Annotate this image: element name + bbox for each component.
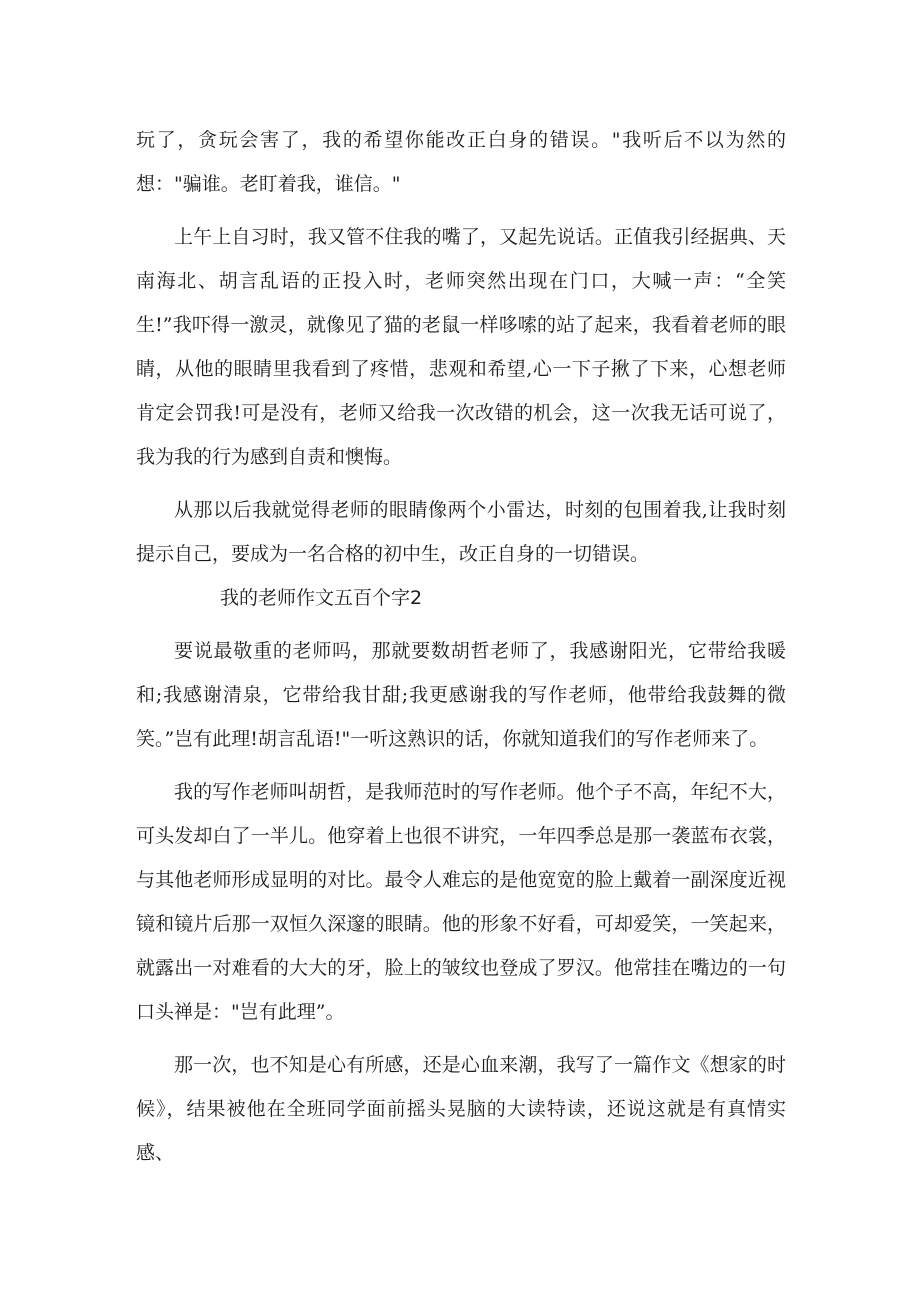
paragraph-continuation: 玩了，贪玩会害了，我的希望你能改正白身的错误。"我听后不以为然的想："骗谁。老盯着我，谁信。"	[136, 129, 786, 195]
paragraph-self-study: 上午上自习时，我又管不住我的嘴了，又起先说话。正值我引经据典、天南海北、胡言乱语的正投入时，老师突然出现在门口，大喊一声：“全笑生!”我吓得一激灵，就像见了猫的老鼠一样哆嗦的站了起来，我看着老师的眼睛，从他的眼睛里我看到了疼惜，悲观和希望,心一下子揪了下来，心想老师肯定会罚我!可是没有，老师又给我一次改错的机会，这一次我无话可说了，我为我的行为感到自责和懊悔。	[136, 226, 786, 468]
paragraph-homesick-essay: 那一次，也不知是心有所感，还是心血来潮，我写了一篇作文《想家的时候》，结果被他在全班同学面前摇头晃脑的大读特读，还说这就是有真情实感、	[136, 1054, 786, 1164]
essay-heading-title: 我的老师作文五百个字	[220, 587, 411, 609]
paragraph-radar-eyes: 从那以后我就觉得老师的眼睛像两个小雷达，时刻的包围着我,让我时刻提示自己，要成为一名合格的初中生，改正自身的一切错误。	[136, 499, 786, 565]
paragraph-respected-teacher: 要说最敬重的老师吗，那就要数胡哲老师了，我感谢阳光，它带给我暖和;我感谢清泉，它带给我甘甜;我更感谢我的写作老师，他带给我鼓舞的微笑。”岂有此理!胡言乱语!"一听这熟识的话，你就知道我们的写作老师来了。	[136, 640, 786, 750]
essay-heading	[136, 576, 786, 620]
document-body	[136, 118, 786, 1175]
paragraph-teacher-description: 我的写作老师叫胡哲，是我师范时的写作老师。他个子不高，年纪不大，可头发却白了一半儿。他穿着上也很不讲究，一年四季总是那一袭蓝布衣裳，与其他老师形成显明的对比。最令人难忘的是他宽宽的脸上戴着一副深度近视镜和镜片后那一双恒久深邃的眼睛。他的形象不好看，可却爱笑，一笑起来，就露出一对难看的大大的牙，脸上的皱纹也登成了罗汉。他常挂在嘴边的一句口头禅是："岂有此理”。	[136, 781, 786, 1023]
essay-heading-number: 2	[410, 587, 423, 609]
